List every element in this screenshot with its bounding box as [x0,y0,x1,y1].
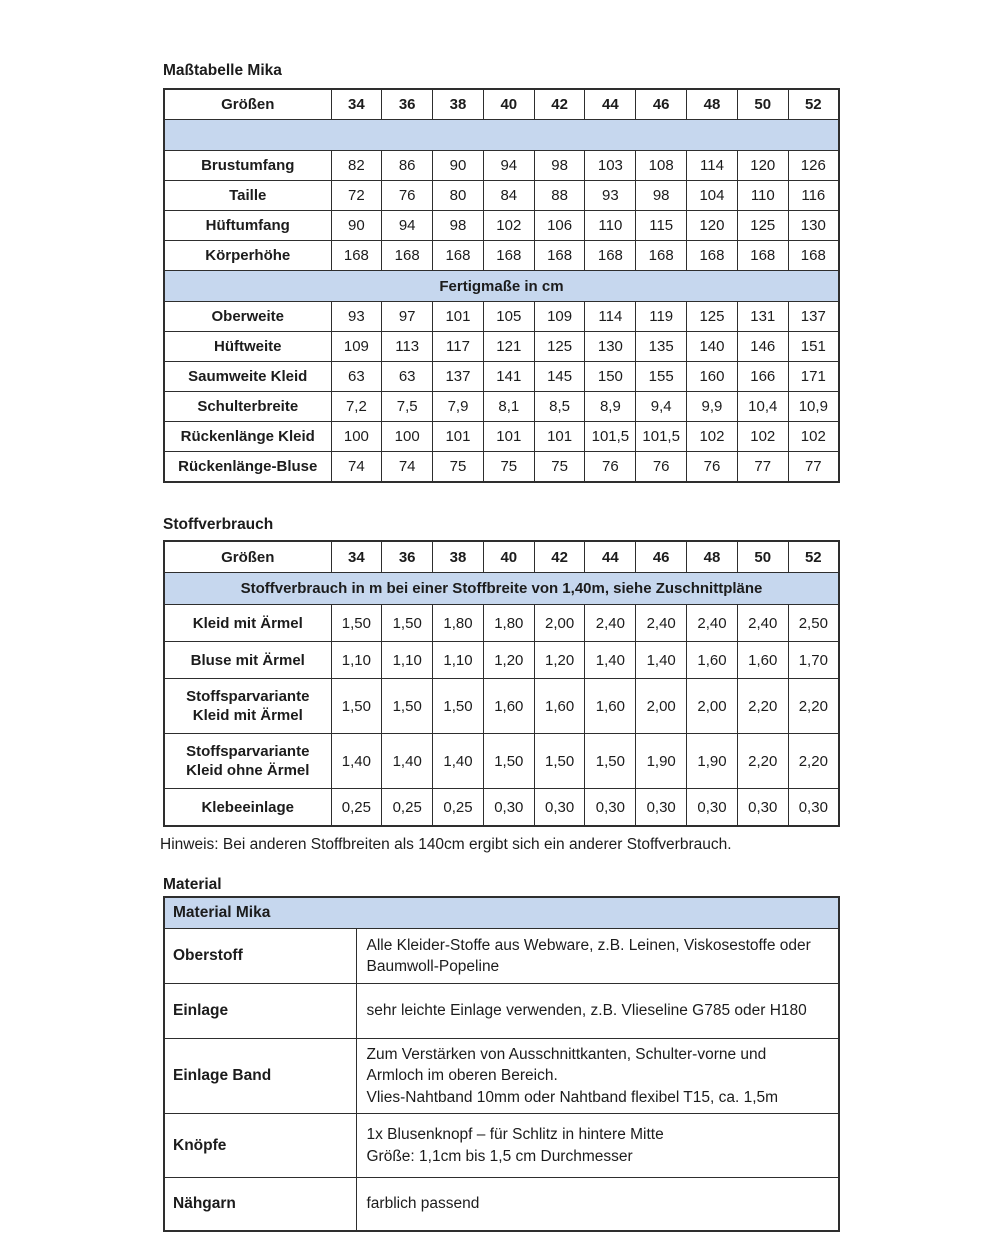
value-cell: 1,10 [331,642,382,679]
value-cell: 1,90 [636,734,687,789]
measurement-row [164,392,839,422]
row-label-cell [164,452,331,483]
value-cell: 1,60 [534,679,585,734]
material-content-line: Größe: 1,1cm bis 1,5 cm Durchmesser [366,1147,633,1165]
value-cell: 119 [636,302,687,332]
value-cell: 2,20 [737,734,788,789]
sizes-label-cell: Größen [164,89,331,120]
value-cell: 2,20 [788,679,839,734]
value-cell: 125 [687,302,738,332]
value-cell: 8,1 [483,392,534,422]
value-cell: 7,5 [382,392,433,422]
value-cell: 110 [737,181,788,211]
value-cell: 1,40 [382,734,433,789]
value-cell: 77 [788,452,839,483]
measurement-row [164,789,839,827]
material-row [164,1178,839,1232]
material-content-line: sehr leichte Einlage verwenden, z.B. Vlieseline G785 oder H180 [366,1002,807,1020]
measurement-row [164,605,839,642]
measurement-row [164,362,839,392]
value-cell: 109 [534,302,585,332]
value-cell: 1,50 [585,734,636,789]
value-cell: 100 [331,422,382,452]
value-cell: 131 [737,302,788,332]
row-label-cell [164,211,331,241]
section-header-cell: Stoffverbrauch in m bei einer Stoffbreite von 1,40m, siehe Zuschnittpläne [164,573,839,605]
value-cell: 106 [534,211,585,241]
size-table-title: Maßtabelle Mika [163,62,282,79]
value-cell: 75 [483,452,534,483]
material-content-line: Vlies-Nahtband 10mm oder Nahtband flexibel T15, ca. 1,5m [366,1088,779,1106]
measurement-row [164,332,839,362]
value-cell: 168 [737,241,788,271]
material-label-cell: Einlage Band [164,1039,356,1114]
measurement-row [164,679,839,734]
value-cell: 1,20 [534,642,585,679]
row-label-line: Kleid mit Ärmel [192,614,303,632]
size-header-cell: 38 [433,541,484,573]
value-cell: 135 [636,332,687,362]
material-row [164,929,839,984]
value-cell: 1,50 [483,734,534,789]
value-cell: 0,25 [331,789,382,827]
sizes-label-cell: Größen [164,541,331,573]
value-cell: 1,10 [382,642,433,679]
material-row [164,984,839,1039]
size-header-cell: 44 [585,541,636,573]
measurement-row [164,211,839,241]
material-content-line: Zum Verstärken von Ausschnittkanten, Schulter-vorne und [366,1045,767,1063]
value-cell: 7,9 [433,392,484,422]
size-header-cell: 42 [534,541,585,573]
material-content-line: Baumwoll-Popeline [366,958,500,975]
value-cell: 125 [737,211,788,241]
row-label-cell [164,422,331,452]
value-cell: 102 [788,422,839,452]
value-cell: 114 [585,302,636,332]
value-cell: 9,9 [687,392,738,422]
value-cell: 109 [331,332,382,362]
row-label-cell [164,789,331,827]
material-content-line: 1x Blusenknopf – für Schlitz in hintere Mitte [366,1126,664,1143]
value-cell: 121 [483,332,534,362]
size-header-cell: 34 [331,89,382,120]
value-cell: 102 [737,422,788,452]
section-header-row [164,573,839,605]
value-cell: 2,00 [687,679,738,734]
value-cell: 145 [534,362,585,392]
value-cell: 101 [483,422,534,452]
value-cell: 90 [331,211,382,241]
value-cell: 63 [331,362,382,392]
row-label-line: Saumweite Kleid [188,368,308,385]
size-header-cell: 46 [636,89,687,120]
size-header-cell: 34 [331,541,382,573]
measurement-row [164,302,839,332]
value-cell: 108 [636,151,687,181]
material-content-line: farblich passend [366,1195,480,1213]
value-cell: 1,90 [687,734,738,789]
value-cell: 7,2 [331,392,382,422]
value-cell: 10,9 [788,392,839,422]
value-cell: 0,30 [687,789,738,827]
row-label-line: Rückenlänge Kleid [180,428,315,445]
size-header-cell: 40 [483,541,534,573]
row-label-line: Rückenlänge-Bluse [178,458,318,475]
row-label-line: Schulterbreite [197,398,299,415]
material-content-cell [356,984,839,1039]
size-header-cell: 52 [788,541,839,573]
size-header-cell: 40 [483,89,534,120]
value-cell: 98 [534,151,585,181]
value-cell: 101,5 [636,422,687,452]
value-cell: 120 [687,211,738,241]
value-cell: 1,50 [331,605,382,642]
value-cell: 168 [534,241,585,271]
material-row [164,1114,839,1178]
value-cell: 93 [585,181,636,211]
value-cell: 103 [585,151,636,181]
size-header-cell: 50 [737,89,788,120]
row-label-cell [164,241,331,271]
material-header-cell: Material Mika [164,897,839,929]
value-cell: 88 [534,181,585,211]
value-cell: 101 [433,302,484,332]
value-cell: 86 [382,151,433,181]
value-cell: 137 [788,302,839,332]
value-cell: 168 [382,241,433,271]
value-cell: 114 [687,151,738,181]
row-label-line: Brustumfang [201,157,295,174]
value-cell: 1,40 [585,642,636,679]
value-cell: 2,20 [788,734,839,789]
value-cell: 0,30 [737,789,788,827]
size-header-cell: 48 [687,89,738,120]
row-label-line: Stoffsparvariante [186,688,310,705]
value-cell: 171 [788,362,839,392]
row-label-line: Kleid mit Ärmel [192,707,303,724]
spacer-cell [164,120,839,151]
row-label-cell [164,392,331,422]
size-header-cell: 46 [636,541,687,573]
value-cell: 1,10 [433,642,484,679]
value-cell: 94 [382,211,433,241]
value-cell: 168 [636,241,687,271]
row-label-line: Hüftumfang [205,217,290,234]
value-cell: 1,50 [382,605,433,642]
value-cell: 0,30 [483,789,534,827]
value-cell: 1,80 [433,605,484,642]
value-cell: 101 [433,422,484,452]
value-cell: 76 [636,452,687,483]
section-header-row [164,271,839,302]
value-cell: 77 [737,452,788,483]
value-cell: 1,70 [788,642,839,679]
row-label-line: Stoffsparvariante [186,743,310,760]
value-cell: 0,30 [788,789,839,827]
value-cell: 155 [636,362,687,392]
value-cell: 94 [483,151,534,181]
value-cell: 2,40 [687,605,738,642]
value-cell: 1,20 [483,642,534,679]
sizes-header-row [164,541,839,573]
value-cell: 125 [534,332,585,362]
value-cell: 93 [331,302,382,332]
row-label-line: Taille [229,187,267,204]
value-cell: 98 [636,181,687,211]
size-header-cell: 44 [585,89,636,120]
value-cell: 76 [585,452,636,483]
value-cell: 113 [382,332,433,362]
value-cell: 1,60 [687,642,738,679]
sizes-header-row [164,89,839,120]
value-cell: 2,50 [788,605,839,642]
value-cell: 1,50 [534,734,585,789]
value-cell: 117 [433,332,484,362]
row-label-cell [164,605,331,642]
value-cell: 84 [483,181,534,211]
value-cell: 2,40 [737,605,788,642]
material-table [163,896,840,1232]
value-cell: 98 [433,211,484,241]
row-label-line: Oberweite [211,308,285,325]
value-cell: 8,5 [534,392,585,422]
value-cell: 116 [788,181,839,211]
value-cell: 150 [585,362,636,392]
value-cell: 115 [636,211,687,241]
material-content-cell [356,1114,839,1178]
value-cell: 0,30 [636,789,687,827]
value-cell: 90 [433,151,484,181]
value-cell: 101 [534,422,585,452]
value-cell: 1,50 [331,679,382,734]
material-content-cell [356,1039,839,1114]
value-cell: 76 [687,452,738,483]
value-cell: 168 [687,241,738,271]
material-row [164,1039,839,1114]
value-cell: 82 [331,151,382,181]
value-cell: 74 [382,452,433,483]
value-cell: 2,40 [636,605,687,642]
material-content-line: Alle Kleider-Stoffe aus Webware, z.B. Leinen, Viskosestoffe oder [366,936,811,954]
value-cell: 2,00 [636,679,687,734]
value-cell: 2,40 [585,605,636,642]
value-cell: 160 [687,362,738,392]
value-cell: 105 [483,302,534,332]
measurement-row [164,452,839,483]
value-cell: 1,50 [382,679,433,734]
size-header-cell: 50 [737,541,788,573]
row-label-cell [164,332,331,362]
value-cell: 137 [433,362,484,392]
material-label-cell: Oberstoff [164,929,356,984]
fabric-usage-table [163,540,840,827]
value-cell: 168 [331,241,382,271]
row-label-cell [164,302,331,332]
material-label-cell: Nähgarn [164,1178,356,1232]
value-cell: 80 [433,181,484,211]
value-cell: 126 [788,151,839,181]
row-label-line: Kleid ohne Ärmel [186,762,310,779]
material-content-line: Armloch im oberen Bereich. [366,1067,558,1085]
material-content-cell [356,1178,839,1232]
value-cell: 110 [585,211,636,241]
value-cell: 1,50 [433,679,484,734]
value-cell: 9,4 [636,392,687,422]
measurement-row [164,151,839,181]
measurement-row [164,181,839,211]
spacer-row [164,120,839,151]
material-label-cell: Knöpfe [164,1114,356,1178]
value-cell: 75 [433,452,484,483]
value-cell: 120 [737,151,788,181]
value-cell: 76 [382,181,433,211]
value-cell: 1,80 [483,605,534,642]
row-label-cell [164,181,331,211]
value-cell: 130 [585,332,636,362]
size-table [163,88,840,483]
row-label-cell [164,734,331,789]
value-cell: 100 [382,422,433,452]
size-header-cell: 36 [382,89,433,120]
material-label-cell: Einlage [164,984,356,1039]
value-cell: 1,60 [585,679,636,734]
measurement-row [164,642,839,679]
measurement-row [164,241,839,271]
row-label-line: Körperhöhe [205,247,291,264]
value-cell: 1,40 [433,734,484,789]
value-cell: 168 [483,241,534,271]
fabric-table-title: Stoffverbrauch [163,516,274,533]
value-cell: 104 [687,181,738,211]
value-cell: 75 [534,452,585,483]
value-cell: 10,4 [737,392,788,422]
fabric-note: Hinweis: Bei anderen Stoffbreiten als 140cm ergibt sich ein anderer Stoffverbrauch. [160,836,732,853]
value-cell: 151 [788,332,839,362]
section-header-cell: Fertigmaße in cm [164,271,839,302]
value-cell: 2,00 [534,605,585,642]
value-cell: 1,40 [636,642,687,679]
value-cell: 1,60 [737,642,788,679]
value-cell: 130 [788,211,839,241]
value-cell: 140 [687,332,738,362]
row-label-line: Klebeeinlage [201,798,295,816]
value-cell: 97 [382,302,433,332]
value-cell: 0,25 [433,789,484,827]
value-cell: 0,30 [534,789,585,827]
value-cell: 166 [737,362,788,392]
value-cell: 101,5 [585,422,636,452]
size-header-cell: 36 [382,541,433,573]
size-header-cell: 38 [433,89,484,120]
value-cell: 72 [331,181,382,211]
size-header-cell: 48 [687,541,738,573]
material-title: Material [163,876,222,893]
row-label-cell [164,151,331,181]
value-cell: 141 [483,362,534,392]
value-cell: 168 [788,241,839,271]
measurement-row [164,422,839,452]
size-header-cell: 42 [534,89,585,120]
value-cell: 0,25 [382,789,433,827]
value-cell: 0,30 [585,789,636,827]
value-cell: 2,20 [737,679,788,734]
row-label-line: Hüftweite [214,338,282,355]
row-label-cell [164,362,331,392]
value-cell: 74 [331,452,382,483]
row-label-line: Bluse mit Ärmel [190,651,305,669]
row-label-cell [164,642,331,679]
size-header-cell: 52 [788,89,839,120]
value-cell: 102 [687,422,738,452]
value-cell: 146 [737,332,788,362]
value-cell: 8,9 [585,392,636,422]
value-cell: 168 [433,241,484,271]
value-cell: 1,40 [331,734,382,789]
row-label-cell [164,679,331,734]
value-cell: 168 [585,241,636,271]
material-content-cell [356,929,839,984]
measurement-row [164,734,839,789]
value-cell: 63 [382,362,433,392]
value-cell: 102 [483,211,534,241]
value-cell: 1,60 [483,679,534,734]
material-header-row [164,897,839,929]
